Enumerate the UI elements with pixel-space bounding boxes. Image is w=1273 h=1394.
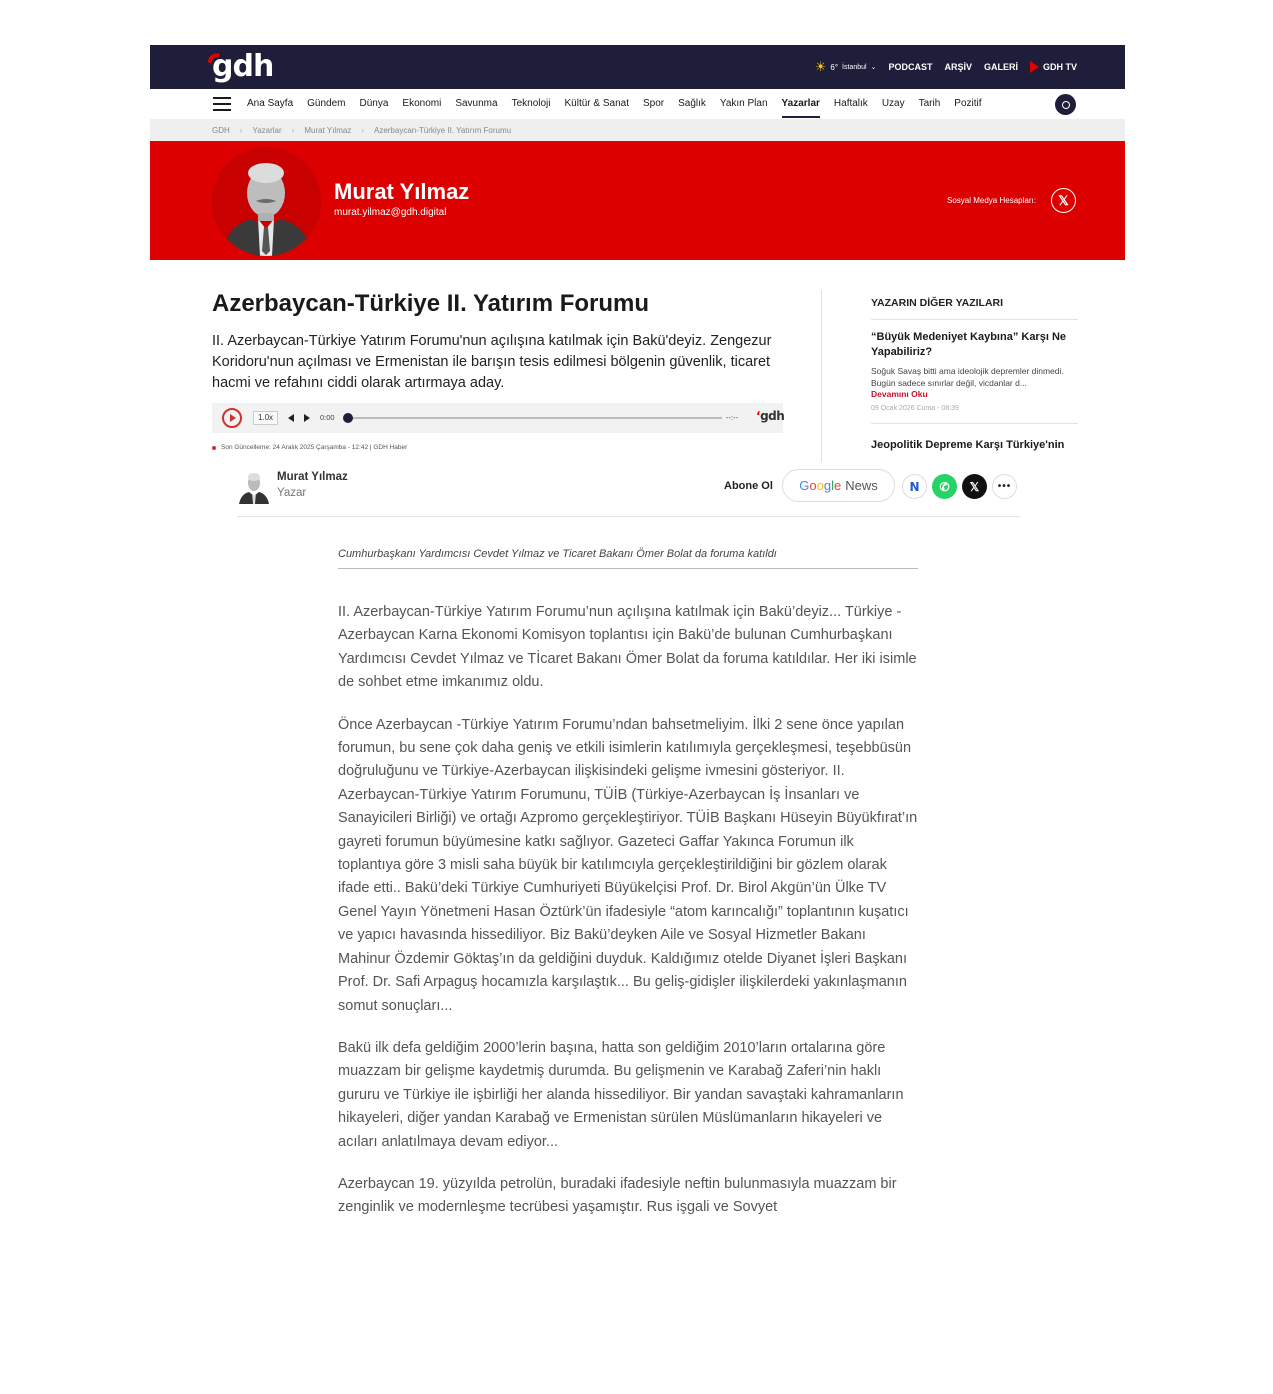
image-caption: Cumhurbaşkanı Yardımcısı Cevdet Yılmaz ve Ticaret Bakanı Ömer Bolat da foruma katıldı	[338, 548, 918, 569]
search-button[interactable]	[1055, 94, 1076, 115]
gdh-logo[interactable]	[212, 49, 273, 84]
author-name-small[interactable]: Murat Yılmaz	[277, 471, 348, 483]
forward-icon[interactable]	[304, 414, 310, 422]
more-options-icon[interactable]: •••	[992, 474, 1017, 499]
x-social-icon[interactable]: 𝕏	[1051, 188, 1076, 213]
progress-track[interactable]	[348, 417, 722, 419]
sidebar-heading: YAZARIN DİĞER YAZILARI	[871, 290, 1078, 320]
read-more-link[interactable]: Devamını Oku	[871, 389, 928, 399]
sidebar-divider	[821, 290, 822, 462]
nav-items	[247, 89, 996, 119]
gallery-link[interactable]: GALERİ	[983, 62, 1018, 72]
breadcrumb-current: Azerbaycan-Türkiye II. Yatırım Forumu	[373, 125, 512, 135]
chevron-right-icon: ›	[291, 125, 295, 135]
play-icon	[1030, 61, 1039, 73]
nav-item-ekonomi[interactable]: Ekonomi	[402, 98, 442, 109]
breadcrumb-item[interactable]: Yazarlar	[252, 125, 282, 135]
weather-temp: 6°	[830, 62, 839, 72]
breadcrumb-item[interactable]: Murat Yılmaz	[304, 125, 352, 135]
article-paragraph: II. Azerbaycan-Türkiye Yatırım Forumu’nun açılışına katılmak için Bakü’deyiz... Türkiye -Azerbaycan Karna Ekonomi Komisyon toplantısı için Bakü’de bulunan Cumhurbaşkanı Yardımcısı Cevdet Yılmaz ve Tİcaret Bakanı Ömer Bolat da foruma katıldılar. Her iki isimle de sohbet etme imkanımız oldu.	[338, 604, 917, 691]
article-paragraph: Bakü ilk defa geldiğim 2000’lerin başına, hatta son geldiğim 2010’ların ortalarına göre muazzam bir gelişme kaydetmiş durumda. Bu gelişmenin ve Karabağ Zaferi’nin haklı gururu ve Türkiye ile işbirliği her alanda hissediliyor. Bir yandan savaştaki kahramanların hikayeleri, diğer yandan Karabağ ve Ermenistan sürülen Müslümanların hikayeleri ve acıları anlatılmaya devam ediyor...	[338, 1039, 904, 1150]
nav-item-gundem[interactable]: Gündem	[307, 98, 346, 109]
chevron-down-icon: ⌄	[870, 64, 877, 71]
update-info	[212, 444, 407, 451]
duration: --:--	[726, 413, 739, 422]
author-row	[237, 466, 1020, 517]
article-paragraph: Azerbaycan 19. yüzyılda petrolün, buradaki ifadesiyle neftin bulunmasıyla muazzam bir zenginlik ve modernleşme tecrübesi yaşamıştır. Rus işgali ve Sovyet	[338, 1175, 897, 1216]
podcast-link[interactable]: PODCAST	[888, 62, 933, 72]
logo-text: gdh	[212, 49, 274, 84]
current-time: 0:00	[320, 413, 335, 422]
weather-widget[interactable]	[815, 59, 877, 75]
gdh-tv-label: GDH TV	[1042, 62, 1077, 72]
article-title: Azerbaycan-Türkiye II. Yatırım Forumu	[212, 290, 650, 317]
nav-item-tarih[interactable]: Tarih	[918, 98, 941, 109]
nav-item-pozitif[interactable]: Pozitif	[954, 98, 982, 109]
nav-item-saglik[interactable]: Sağlık	[678, 98, 706, 109]
nav-item-spor[interactable]: Spor	[642, 98, 665, 109]
whatsapp-icon[interactable]: ✆	[932, 474, 957, 499]
sidebar-post-title[interactable]: “Büyük Medeniyet Kaybına” Karşı Ne Yapabiliriz?	[871, 331, 1067, 358]
weather-city: İstanbul	[842, 63, 867, 71]
article-body	[338, 601, 920, 1239]
nav-item-kultur-sanat[interactable]: Kültür & Sanat	[564, 98, 629, 109]
hamburger-menu-icon[interactable]	[213, 97, 231, 111]
nav-item-haftalik[interactable]: Haftalık	[833, 98, 868, 109]
player-logo-text: gdh	[760, 409, 785, 423]
author-thumbnail[interactable]	[239, 472, 269, 504]
article-summary: II. Azerbaycan-Türkiye Yatırım Forumu'nun açılışına katılmak için Bakü'deyiz. Zengezur Koridoru'nun açılması ve Ermenistan ile barışın tesis edilmesi bölgenin güvenlik, ticaret hacmi ve refahını ciddi olarak artırmaya aday.	[212, 333, 772, 391]
nav-item-savunma[interactable]: Savunma	[455, 98, 498, 109]
nav-item-yazarlar[interactable]: Yazarlar	[782, 89, 820, 119]
gdh-tv-link[interactable]	[1030, 61, 1077, 73]
author-hero	[150, 141, 1125, 260]
audio-player	[212, 403, 783, 433]
nav-item-uzay[interactable]: Uzay	[881, 98, 905, 109]
nav-item-ana-sayfa[interactable]: Ana Sayfa	[247, 98, 294, 109]
player-logo: ʻgdh	[756, 409, 785, 423]
top-bar	[150, 45, 1125, 89]
newsletter-icon[interactable]: N	[902, 474, 927, 499]
sidebar-post-date: 09 Ocak 2026 Cuma - 08:39	[871, 405, 959, 412]
author-avatar	[212, 147, 321, 256]
google-news-button[interactable]	[782, 469, 895, 502]
search-icon	[1062, 101, 1070, 109]
main-nav	[150, 89, 1125, 119]
top-right-links	[815, 45, 1077, 89]
nav-item-teknoloji[interactable]: Teknoloji	[511, 98, 551, 109]
archive-link[interactable]: ARŞİV	[944, 62, 972, 72]
sidebar-post-excerpt: Soğuk Savaş bitti ama ideolojik depremler dinmedi. Bugün sadece sınırlar değil, vicdanlar d...	[871, 366, 1064, 388]
article-paragraph: Önce Azerbaycan -Türkiye Yatırım Forumu’ndan bahsetmeliyim. İlki 2 sene önce yapılan forumun, bu sene çok daha geniş ve etkili isimlerin katılımıyla gerçekleşmesi, teşebbüsün doğruluğunu ve Türkiye-Azerbaycan ilişkisindeki gelişme ivmesini gösteriyor. II. Azerbaycan-Türkiye Yatırım Forumunu, TÜİB (Türkiye-Azerbaycan İş İnsanları ve Sanayicileri Birliği) ve ortağı Azpromo gerçekleştiriyor. TÜİB Başkanı Hüseyin Büyükfırat’ın gayreti forumun büyümesine katkı sağlıyor. Gazeteci Gaffar Yakınca Forumun ilk toplantıya göre 3 misli saha büyük bir katılımcıyla gerçekleştirildiğini bir gözlem olarak ifade etti.. Bakü’deki Türkiye Cumhuriyeti Büyükelçisi Prof. Dr. Birol Akgün’ün Ülke TV Genel Yayın Yönetmeni Hasan Öztürk’ün ifadesiyle “atom karıncalığı” toplantının kuşatıcı ve yapıcı havasında hissediliyor. Biz Bakü’deyken Aile ve Sosyal Hizmetler Bakanı Mahinur Özdemir Göktaş’ın da geldiğini duyduk. Kaldığımız otelde Diyanet İşleri Başkanı Prof. Dr. Safi Arpaguş hocamızla karşılaştık... Bu geliş-gidişler ilişkilerdeki yakınlaşmanın somut sonuçları...	[338, 716, 918, 1014]
google-news-label: News	[845, 478, 878, 493]
nav-item-yakin-plan[interactable]: Yakın Plan	[719, 98, 768, 109]
play-button[interactable]	[222, 408, 242, 428]
play-icon	[230, 414, 236, 422]
bullet-icon	[212, 446, 216, 450]
social-label: Sosyal Medya Hesapları:	[947, 196, 1036, 205]
sidebar-post[interactable]	[871, 320, 1078, 424]
speed-button[interactable]: 1.0x	[253, 411, 278, 425]
progress-handle[interactable]	[343, 413, 353, 423]
sidebar-post[interactable]	[871, 424, 1078, 453]
author-other-posts	[871, 290, 1078, 453]
sidebar-post-title[interactable]: Jeopolitik Depreme Karşı Türkiye'nin	[871, 439, 1065, 451]
subscribe-label: Abone Ol	[724, 480, 773, 492]
sun-icon: ☀	[814, 59, 827, 74]
author-email[interactable]: murat.yilmaz@gdh.digital	[334, 207, 447, 218]
update-text: Son Güncelleme: 24 Aralık 2025 Çarşamba - 12:42 | GDH Haber	[221, 444, 408, 451]
chevron-right-icon: ›	[239, 125, 243, 135]
author-name: Murat Yılmaz	[334, 179, 470, 204]
chevron-right-icon: ›	[361, 125, 364, 135]
author-role: Yazar	[277, 487, 307, 499]
rewind-icon[interactable]	[288, 414, 294, 422]
nav-item-dunya[interactable]: Dünya	[359, 98, 389, 109]
google-logo: Google	[799, 478, 842, 493]
x-share-icon[interactable]: 𝕏	[962, 474, 987, 499]
breadcrumb	[150, 119, 1125, 141]
breadcrumb-item[interactable]: GDH	[212, 125, 230, 135]
